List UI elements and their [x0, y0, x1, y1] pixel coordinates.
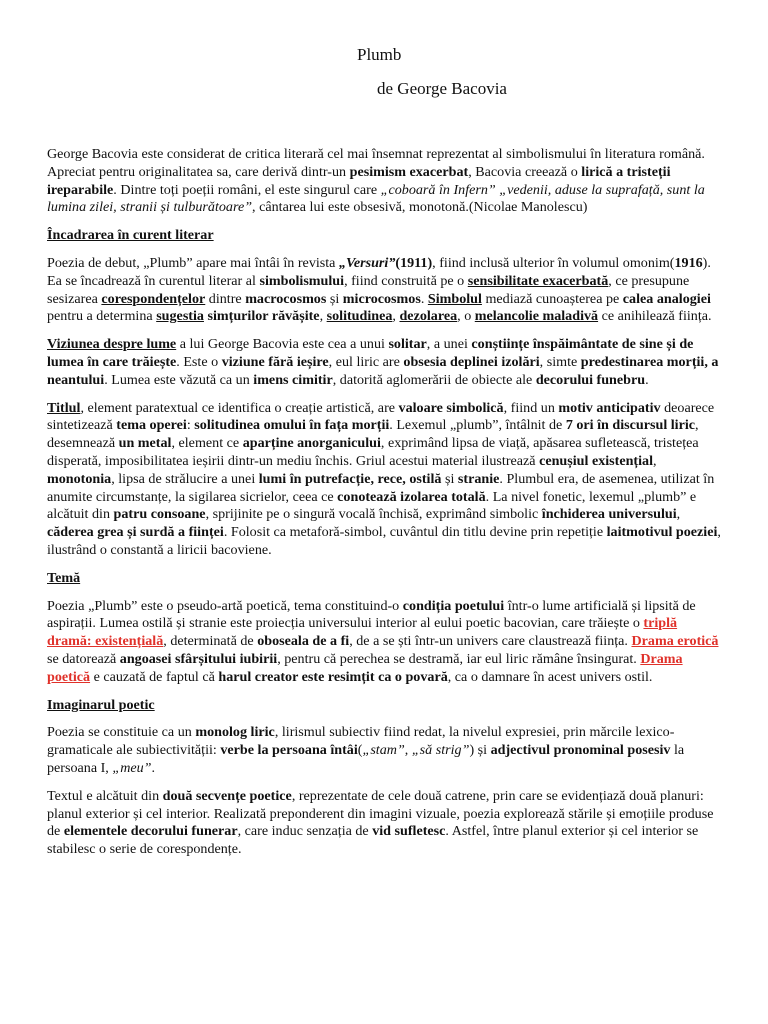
text: Poezia „Plumb” este o pseudo-artă poetică, tema constituind-o: [47, 597, 403, 614]
text: Textul e alcătuit din: [47, 787, 163, 804]
italic-quote: „să strig”: [411, 742, 470, 759]
text: deoarece sintetizează: [47, 399, 715, 434]
text: ) și: [469, 742, 491, 759]
bold-text: închiderea universului: [541, 506, 677, 523]
text: , pentru că perechea se destramă, iar eul liric rămâne însingurat.: [277, 650, 641, 667]
bold-text: tema operei: [116, 417, 187, 434]
section-heading-literary-current: Încadrarea în curent literar: [47, 227, 214, 244]
bold-text: două secvențe poetice: [162, 787, 292, 804]
bold-underline-text: Titlul: [47, 399, 81, 416]
section-heading-theme: Temă: [47, 569, 81, 586]
text: , determinată de: [163, 633, 258, 650]
text: , o: [457, 308, 475, 325]
red-highlight-text: triplă dramă: existențială: [47, 615, 678, 650]
paragraph-structure: [47, 788, 723, 859]
text: George Bacovia este considerat de critica literară cel mai însemnat reprezentat al simbolismului în literatura română. Apreciat pentru originalitatea sa, care derivă dintr-un: [47, 146, 705, 180]
paragraph-imagery: [47, 724, 723, 777]
text: , ce presupune sesizarea: [47, 272, 690, 307]
text: se datorează: [47, 650, 120, 667]
text: , a unei: [426, 336, 472, 353]
text: , exprimând lipsa de viață, apăsarea sufletească, tristețea disperată, imposibilitatea ieșirii dintr-un mediu închis. Griul acestui material ilustrează: [47, 435, 699, 469]
bold-underline-text: Viziunea despre lume: [47, 336, 177, 353]
text: , reprezentate de cele două catrene, prin care se evidențiază două planuri: planul exterior și cel interior. Realizată preponderent din imagini vizuale, poezia explorează stările și emoțiile produse de: [47, 787, 714, 840]
bold-underline-text: Simbolul: [427, 290, 482, 307]
text: , care induc senzația de: [237, 823, 373, 840]
bold-text: vid sufletesc: [372, 823, 446, 840]
text: , desemnează: [47, 417, 699, 452]
bold-text: conotează izolarea totală: [337, 488, 486, 505]
text: , ca o damnare în acest univers ostil.: [447, 668, 653, 685]
paragraph-theme: [47, 598, 723, 687]
text: ,: [404, 742, 412, 759]
text: . La nivel fonetic, lexemul „plumb” e alcătuit din: [47, 488, 697, 523]
bold-italic-text: „Versuri”: [338, 254, 396, 271]
bold-text: solitar: [388, 336, 427, 353]
text: pentru a determina: [47, 308, 157, 325]
text: , cântarea lui este obsesivă, monotonă.(Nicolae Manolescu): [252, 199, 588, 216]
text: , lipsa de strălucire a unei: [111, 470, 259, 487]
bold-text: oboseala de a fi: [257, 633, 350, 650]
poem-title: Plumb: [357, 45, 402, 64]
text: e cauzată de faptul că: [90, 668, 219, 685]
text: , sprijinite pe o singură vocală închisă, exprimând simbolic: [205, 506, 542, 523]
red-highlight-text: Drama erotică: [631, 633, 719, 650]
bold-underline-text: corespondențelor: [101, 290, 206, 307]
paragraph-worldview: [47, 336, 723, 389]
text: a lui George Bacovia este cea a unui: [176, 336, 389, 353]
bold-underline-text: solitudinea: [326, 308, 393, 325]
text: .: [151, 759, 156, 776]
bold-text: monotonia: [47, 470, 112, 487]
bold-text: laitmotivul poeziei: [606, 524, 718, 541]
text: și: [326, 290, 343, 307]
bold-text: adjectivul pronominal posesiv: [490, 742, 671, 759]
paragraph-literary-current: [47, 255, 723, 326]
bold-text: aparține anorganicului: [242, 435, 381, 452]
text: . Lexemul „plumb”, întâlnit de: [389, 417, 566, 434]
bold-text: microcosmos: [342, 290, 421, 307]
bold-text: monolog liric: [195, 724, 275, 741]
text: dintre: [205, 290, 246, 307]
text: Poezia se constituie ca un: [47, 724, 196, 741]
text: ). Ea se încadrează în curentul literar al: [47, 254, 711, 289]
italic-quote: „stam”: [362, 742, 405, 759]
bold-text: condiția poetului: [402, 597, 505, 614]
text: .: [420, 290, 428, 307]
bold-text: predestinarea morții, a neantului: [47, 353, 719, 388]
bold-text: lumi în putrefacție, rece, ostilă: [258, 470, 442, 487]
text: , ilustrând o constantă a liricii bacoviene.: [47, 524, 721, 558]
poem-author: de George Bacovia: [377, 79, 507, 98]
bold-text: lirică a tristeții ireparabile: [47, 163, 671, 198]
bold-text: calea analogiei: [622, 290, 711, 307]
bold-text: viziune fără ieșire: [221, 353, 329, 370]
bold-text: angoasei sfârșitului iubirii: [119, 650, 278, 667]
bold-text: motiv anticipativ: [558, 399, 661, 416]
text: , fiind inclusă ulterior în volumul omonim(: [432, 254, 675, 271]
text: într-o lume artificială și lipsită de aspirații. Lumea ostilă și stranie este proiecția universului interior al eului poetic bacovian, care trăiește o: [47, 597, 696, 632]
text: , datorită aglomerării de obiecte ale: [332, 371, 536, 388]
text: , element paratextual ce identifica o creație artistică, are: [80, 399, 399, 416]
bold-text: decorului funebru: [535, 371, 646, 388]
bold-text: obsesia deplinei izolări: [403, 353, 540, 370]
text: .: [645, 371, 649, 388]
text: (: [357, 742, 363, 759]
text: . Dintre toți poeții români, el este singurul care: [113, 181, 381, 198]
bold-text: imens cimitir: [253, 371, 333, 388]
red-highlight-text: Drama poetică: [47, 650, 683, 685]
bold-underline-text: melancolie maladivă: [474, 308, 599, 325]
text: ce anihilează ființa.: [598, 308, 712, 325]
bold-text: simbolismului: [259, 272, 345, 289]
text: , de a se ști într-un univers care claustrează ființa.: [349, 633, 632, 650]
italic-quote: „coboară în Infern” „vedenii, aduse la suprafață, sunt la lumina zilei, stranii și tulburătoare”: [47, 181, 705, 216]
text: și: [441, 470, 458, 487]
text: ,: [676, 506, 681, 523]
paragraph-title-analysis: [47, 400, 723, 560]
bold-text: simțurilor răvășite: [203, 308, 320, 325]
text: , simte: [539, 353, 581, 370]
section-heading-imagery: Imaginarul poetic: [47, 696, 155, 713]
text: la persoana I,: [47, 742, 685, 776]
bold-underline-text: dezolarea: [399, 308, 458, 325]
text: ,: [319, 308, 327, 325]
bold-text: valoare simbolică: [398, 399, 504, 416]
bold-text: 7 ori în discursul liric: [565, 417, 696, 434]
text: . Astfel, între planul exterior și cel interior se stabilesc o serie de corespondențe.: [47, 823, 699, 858]
text: , eul liric are: [328, 353, 404, 370]
text: , fiind un: [503, 399, 559, 416]
text: , fiind construită pe o: [344, 272, 468, 289]
text: . Folosit ca metaforă-simbol, cuvântul din titlu devine prin repetiție: [223, 524, 607, 541]
text: , Bacovia creează o: [468, 163, 582, 180]
bold-underline-text: sugestia: [156, 308, 204, 325]
bold-text: harul creator este resimțit ca o povară: [218, 668, 448, 685]
text: ,: [392, 308, 400, 325]
text: . Plumbul era, de asemenea, utilizat în anumite circumstanțe, la sigilarea sicrielor, ceea ce: [47, 470, 715, 505]
bold-text: macrocosmos: [245, 290, 327, 307]
text: ,: [653, 452, 657, 469]
bold-text: un metal: [118, 435, 172, 452]
text: . Este o: [176, 353, 222, 370]
bold-text: cenușiul existențial: [539, 452, 654, 469]
bold-text: stranie: [457, 470, 500, 487]
bold-text: 1916: [674, 254, 703, 271]
text: mediază cunoașterea pe: [481, 290, 623, 307]
bold-underline-text: sensibilitate exacerbată: [467, 272, 609, 289]
bold-text: (1911): [395, 254, 433, 271]
bold-text: pesimism exacerbat: [349, 163, 469, 180]
text: , lirismul subiectiv fiind redat, la nivelul expresiei, prin mărcile lexico-gramaticale ale subiectivității:: [47, 724, 675, 759]
intro-paragraph: [47, 146, 723, 217]
text: , element ce: [171, 435, 243, 452]
bold-text: conștiințe înspăimântate de sine și de lumea în care trăiește: [47, 336, 694, 370]
bold-text: patru consoane: [113, 506, 206, 523]
bold-text: căderea grea și surdă a ființei: [47, 524, 224, 541]
bold-text: elementele decorului funerar: [63, 823, 238, 840]
bold-text: solitudinea omului în fața morții: [194, 417, 390, 434]
italic-quote: „meu”: [112, 759, 152, 776]
text: Poezia de debut, „Plumb” apare mai întâi în revista: [47, 254, 339, 271]
text: . Lumea este văzută ca un: [104, 371, 254, 388]
bold-text: verbe la persoana întâi: [220, 742, 358, 759]
document-body: [47, 146, 723, 869]
text: :: [186, 417, 195, 434]
